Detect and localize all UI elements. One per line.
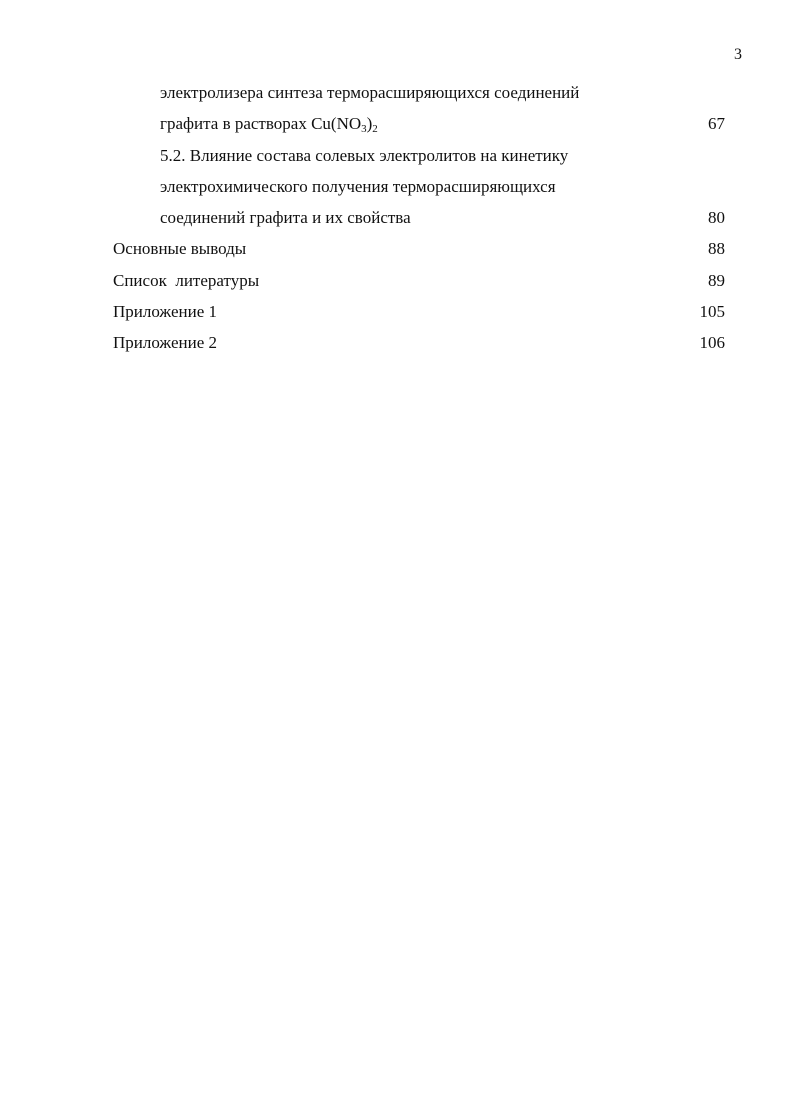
toc-entry-text: 5.2. Влияние состава солевых электролитов на кинетику xyxy=(160,145,569,165)
toc-entry xyxy=(0,176,793,207)
toc-entry xyxy=(0,238,793,269)
toc-entry-text: соединений графита и их свойства xyxy=(160,208,411,228)
toc-entry-page: 106 xyxy=(699,333,725,353)
toc-entry-text xyxy=(160,113,378,135)
subscript: 3 xyxy=(361,123,367,136)
toc-entry-text: электролизера синтеза терморасширяющихся соединений xyxy=(160,83,580,102)
toc-entry xyxy=(0,113,793,144)
toc-entry-text-part: ) xyxy=(366,114,373,134)
toc-entry-page: 67 xyxy=(708,114,725,134)
toc-entry-page: 80 xyxy=(708,208,725,228)
toc-entry-text: Приложение 2 xyxy=(113,333,217,353)
toc-entry-page: 105 xyxy=(699,302,725,322)
toc-entry-text: Основные выводы xyxy=(113,239,247,259)
toc-entry xyxy=(0,332,793,363)
toc-entry-text: электрохимического получения терморасширяющихся xyxy=(160,176,556,196)
toc-entry-text: Список литературы xyxy=(113,270,260,290)
toc-entry xyxy=(0,207,793,238)
table-of-contents xyxy=(0,82,793,364)
subscript: 2 xyxy=(372,123,378,136)
toc-entry-page: 88 xyxy=(708,239,725,259)
toc-entry-page: 89 xyxy=(708,270,725,290)
toc-entry xyxy=(0,270,793,301)
toc-entry xyxy=(0,301,793,332)
toc-entry xyxy=(0,82,793,113)
toc-entry-text: Приложение 1 xyxy=(113,302,217,322)
toc-entry xyxy=(0,145,793,176)
page-number: 3 xyxy=(734,46,742,63)
toc-entry-text-part: графита в растворах Cu(NO xyxy=(160,114,362,134)
